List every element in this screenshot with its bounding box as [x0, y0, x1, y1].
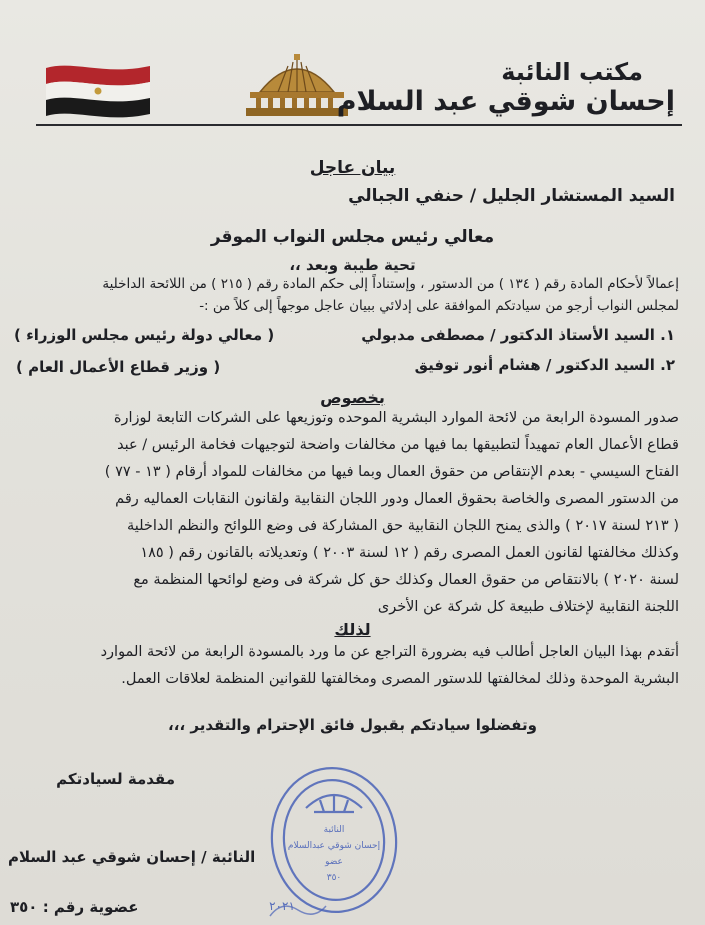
subject-line: الفتاح السيسي - بعدم الإنتقاص من حقوق العمال وبما فيها من مخالفات للمواد أرقام ( ١٣ - ٧٧ ): [104, 464, 679, 480]
seal-line-2: إحسان شوقي عبدالسلام: [287, 841, 381, 851]
recipient-role: ( وزير قطاع الأعمال العام ): [16, 358, 221, 376]
intro-line: لمجلس النواب أرجو من سيادتكم الموافقة على إدلائي ببيان عاجل موجهاً إلى كلاً من :-: [199, 298, 679, 314]
seal-line-1: النائبة: [323, 825, 345, 835]
subject-line: اللجنة النقابية لإختلاف طبيعة كل شركة عن الأخرى: [377, 599, 679, 615]
therefore-line: البشرية الموحدة وذلك لمخالفتها للدستور المصرى ومخالفتها للقوانين المنظمة لعلاقات العمل.: [121, 671, 679, 687]
therefore-line: أتقدم بهذا البيان العاجل أطالب فيه بضرورة التراجع عن ما ورد بالمسودة الرابعة من لائحة الموارد: [100, 644, 679, 660]
recipient-role: ( معالي دولة رئيس مجلس الوزراء ): [14, 326, 275, 344]
presented-to: مقدمة لسيادتكم: [56, 770, 175, 788]
membership-number: عضوية رقم : ٣٥٠: [10, 898, 139, 916]
seal-number: ٣٥٠: [326, 873, 342, 883]
header-divider: [36, 124, 682, 126]
greeting: تحية طيبة وبعد ،،: [289, 256, 416, 274]
office-title: مكتب النائبة: [501, 58, 643, 86]
intro-line: إعمالاً لأحكام المادة رقم ( ١٣٤ ) من الدستور ، وإستناداً إلى حكم المادة رقم ( ٢١٥ ) من اللائحة الداخلية: [102, 276, 679, 292]
egypt-flag-icon: [44, 62, 152, 120]
subject-line: صدور المسودة الرابعة من لائحة الموارد البشرية الموحده وتوزيعها على الشركات التابعة لوزارة: [113, 410, 679, 426]
subject-line: قطاع الأعمال العام تمهيداً لتطبيقها بما فيها من مخالفات واضحة لتوجيهات فخامة الرئيس / عبد: [117, 437, 679, 453]
office-name: إحسان شوقي عبد السلام: [336, 86, 675, 117]
seal-date: ٢٠٢١: [269, 899, 295, 913]
signature-name: النائبة / إحسان شوقي عبد السلام: [8, 848, 256, 866]
addressee: السيد المستشار الجليل / حنفي الجبالي: [348, 186, 675, 206]
addressee-title: معالي رئيس مجلس النواب الموقر: [210, 227, 495, 247]
seal-line-3: عضو: [325, 857, 343, 867]
closing: وتفضلوا سيادتكم بقبول فائق الإحترام والتقدير ،،،: [168, 716, 537, 734]
subject-line: لسنة ٢٠٢٠ ) بالانتقاص من حقوق العمال وكذلك حق كل شركة فى وضع لوائحها المنظمة مع: [133, 572, 679, 588]
recipient-name: ١. السيد الأستاذ الدكتور / مصطفى مدبولي: [361, 326, 675, 344]
subject-line: وكذلك مخالفتها لقانون العمل المصرى رقم ( ١٢ لسنة ٢٠٠٣ ) وتعديلاته بالقانون رقم ( ١٨٥: [140, 545, 679, 561]
document-heading: بيان عاجل: [309, 158, 396, 178]
subject-heading: بخصوص: [320, 388, 385, 407]
therefore-heading: لذلك: [334, 620, 371, 639]
recipient-name: ٢. السيد الدكتور / هشام أنور توفيق: [414, 356, 675, 374]
subject-line: ( ٢١٣ لسنة ٢٠١٧ ) والذى يمنح اللجان النقابية حق المشاركة فى وضع اللوائح والنظم الداخلية: [126, 518, 679, 534]
official-seal-icon: [262, 760, 402, 920]
subject-line: من الدستور المصرى والخاصة بحقوق العمال ودور اللجان النقابية ولقانون النقابات العماليه رقم: [115, 491, 679, 507]
